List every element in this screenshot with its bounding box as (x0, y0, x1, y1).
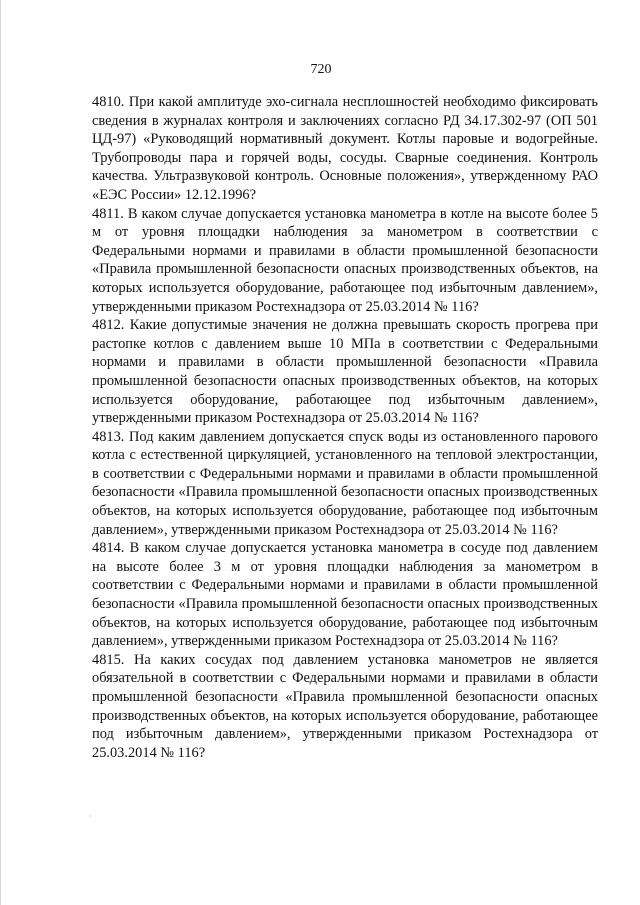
question-4812: 4812. Какие допустимые значения не должна превышать скорость прогрева при растопке котлов с давлением выше 10 МПа в соответствии с Федеральными нормами и правилами в области промышленной безопасности «Правила промышленной безопасности опасных производственных объектов, на которых используется оборудование, работающее под избыточным давлением», утвержденными приказом Ростехнадзора от 25.03.2014 № 116? (92, 317, 598, 427)
question-4811: 4811. В каком случае допускается установка манометра в котле на высоте более 5 м от уровня площадки наблюдения за манометром в соответствии с Федеральными нормами и правилами в области промышленной безопасности «Правила промышленной безопасности опасных производственных объектов, на которых используется оборудование, работающее под избыточным давлением», утвержденными приказом Ростехнадзора от 25.03.2014 № 116? (92, 205, 598, 315)
scan-artifact: · (89, 812, 92, 821)
questions-list (92, 93, 598, 762)
question-4815: 4815. На каких сосудах под давлением установка манометров не является обязательной в соответствии с Федеральными нормами и правилами в области промышленной безопасности «Правила промышленной безопасности опасных производственных объектов, на которых используется оборудование, работающее под избыточным давлением», утвержденными приказом Ростехнадзора от 25.03.2014 № 116? (92, 651, 598, 761)
question-4813: 4813. Под каким давлением допускается спуск воды из остановленного парового котла с естественной циркуляцией, установленного на тепловой электростанции, в соответствии с Федеральными нормами и правилами в области промышленной безопасности «Правила промышленной безопасности опасных производственных объектов, на которых используется оборудование, работающее под избыточным давлением», утвержденными приказом Ростехнадзора от 25.03.2014 № 116? (92, 428, 598, 538)
question-4810: 4810. При какой амплитуде эхо-сигнала несплошностей необходимо фиксировать сведения в журналах контроля и заключениях согласно РД 34.17.302-97 (ОП 501 ЦД-97) «Руководящий нормативный документ. Котлы паровые и водогрейные. Трубопроводы пара и горячей воды, сосуды. Сварные соединения. Контроль качества. Ультразвуковой контроль. Основные положения», утвержденному РАО «ЕЭС России» 12.12.1996? (92, 94, 598, 203)
question-4814: 4814. В каком случае допускается установка манометра в сосуде под давлением на высоте более 3 м от уровня площадки наблюдения за манометром в соответствии с Федеральными нормами и правилами в области промышленной безопасности «Правила промышленной безопасности опасных производственных объектов, на которых используется оборудование, работающее под избыточным давлением», утвержденными приказом Ростехнадзора от 25.03.2014 № 116? (92, 540, 598, 650)
page-number: 720 (310, 62, 332, 77)
